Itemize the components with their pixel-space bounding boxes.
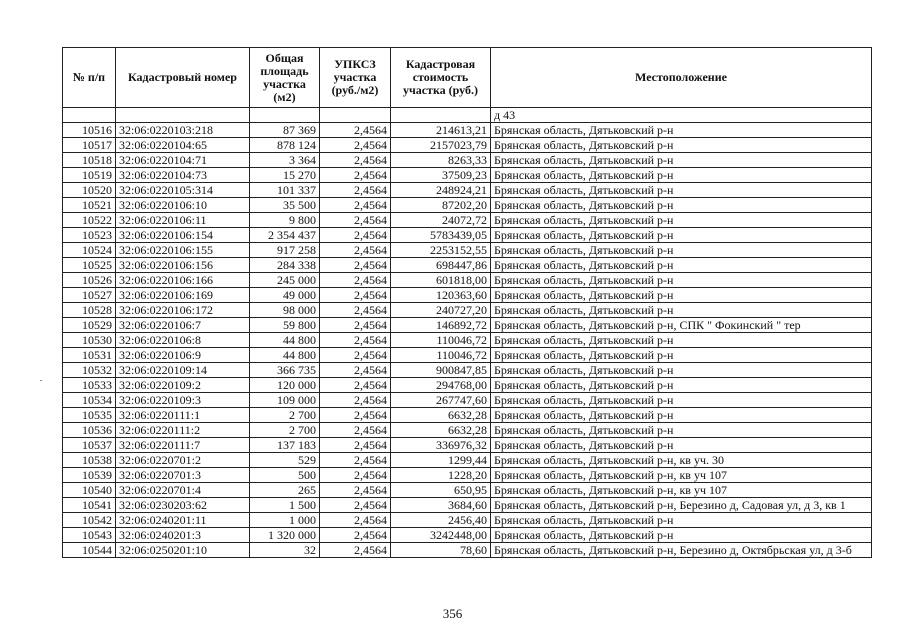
cell-upksz: 2,4564 bbox=[320, 468, 391, 483]
cell-location: Брянская область, Дятьковский р-н bbox=[491, 363, 872, 378]
cell-value: 37509,23 bbox=[391, 168, 491, 183]
cell-location: Брянская область, Дятьковский р-н bbox=[491, 243, 872, 258]
cell-num: 10538 bbox=[63, 453, 116, 468]
cell-num: 10530 bbox=[63, 333, 116, 348]
cell-value: 110046,72 bbox=[391, 333, 491, 348]
cell-area: 245 000 bbox=[250, 273, 320, 288]
cell-cadastral bbox=[116, 108, 250, 123]
header-cadastral-number: Кадастровый номер bbox=[116, 48, 250, 108]
table-row bbox=[63, 453, 872, 468]
cell-upksz bbox=[320, 108, 391, 123]
cell-cadastral: 32:06:0220111:1 bbox=[116, 408, 250, 423]
cell-area: 98 000 bbox=[250, 303, 320, 318]
header-row bbox=[63, 48, 872, 108]
cell-area bbox=[250, 108, 320, 123]
cell-cadastral: 32:06:0220106:154 bbox=[116, 228, 250, 243]
cell-location: Брянская область, Дятьковский р-н bbox=[491, 438, 872, 453]
cell-value: 900847,85 bbox=[391, 363, 491, 378]
cell-location: Брянская область, Дятьковский р-н, Березино д, Октябрьская ул, д 3-б bbox=[491, 543, 872, 558]
cell-location: Брянская область, Дятьковский р-н bbox=[491, 153, 872, 168]
cell-value: 3242448,00 bbox=[391, 528, 491, 543]
cell-location: Брянская область, Дятьковский р-н bbox=[491, 273, 872, 288]
table-row bbox=[63, 213, 872, 228]
table-row bbox=[63, 258, 872, 273]
cell-area: 87 369 bbox=[250, 123, 320, 138]
cell-upksz: 2,4564 bbox=[320, 543, 391, 558]
cell-num: 10527 bbox=[63, 288, 116, 303]
cell-area: 49 000 bbox=[250, 288, 320, 303]
table-row bbox=[63, 138, 872, 153]
cell-area: 15 270 bbox=[250, 168, 320, 183]
cell-num: 10520 bbox=[63, 183, 116, 198]
cell-location: Брянская область, Дятьковский р-н bbox=[491, 198, 872, 213]
table-row bbox=[63, 288, 872, 303]
cell-cadastral: 32:06:0220103:218 bbox=[116, 123, 250, 138]
cell-area: 59 800 bbox=[250, 318, 320, 333]
cell-cadastral: 32:06:0220109:2 bbox=[116, 378, 250, 393]
cell-location: Брянская область, Дятьковский р-н bbox=[491, 513, 872, 528]
cell-value: 8263,33 bbox=[391, 153, 491, 168]
cell-area: 366 735 bbox=[250, 363, 320, 378]
cell-num bbox=[63, 108, 116, 123]
table-row bbox=[63, 123, 872, 138]
cell-upksz: 2,4564 bbox=[320, 273, 391, 288]
cell-cadastral: 32:06:0220109:14 bbox=[116, 363, 250, 378]
table-row bbox=[63, 273, 872, 288]
table-row bbox=[63, 348, 872, 363]
table-row bbox=[63, 408, 872, 423]
cell-area: 109 000 bbox=[250, 393, 320, 408]
cell-location: Брянская область, Дятьковский р-н bbox=[491, 228, 872, 243]
cell-value: 2253152,55 bbox=[391, 243, 491, 258]
cell-location: Брянская область, Дятьковский р-н bbox=[491, 423, 872, 438]
header-num: № п/п bbox=[63, 48, 116, 108]
cell-value: 336976,32 bbox=[391, 438, 491, 453]
cell-num: 10529 bbox=[63, 318, 116, 333]
cell-num: 10523 bbox=[63, 228, 116, 243]
cell-cadastral: 32:06:0220701:3 bbox=[116, 468, 250, 483]
cell-upksz: 2,4564 bbox=[320, 258, 391, 273]
cell-value: 6632,28 bbox=[391, 408, 491, 423]
table-row bbox=[63, 483, 872, 498]
cell-value: 2456,40 bbox=[391, 513, 491, 528]
cell-num: 10528 bbox=[63, 303, 116, 318]
cell-area: 529 bbox=[250, 453, 320, 468]
cell-upksz: 2,4564 bbox=[320, 483, 391, 498]
cell-value: 5783439,05 bbox=[391, 228, 491, 243]
cell-location: Брянская область, Дятьковский р-н, СПК " Фокинский " тер bbox=[491, 318, 872, 333]
cell-value: 110046,72 bbox=[391, 348, 491, 363]
cell-value: 78,60 bbox=[391, 543, 491, 558]
cell-cadastral: 32:06:0220106:10 bbox=[116, 198, 250, 213]
cell-location: Брянская область, Дятьковский р-н bbox=[491, 303, 872, 318]
cell-cadastral: 32:06:0220109:3 bbox=[116, 393, 250, 408]
cell-num: 10524 bbox=[63, 243, 116, 258]
cell-upksz: 2,4564 bbox=[320, 168, 391, 183]
margin-mark bbox=[40, 380, 42, 381]
cell-upksz: 2,4564 bbox=[320, 453, 391, 468]
cell-cadastral: 32:06:0220701:2 bbox=[116, 453, 250, 468]
cell-cadastral: 32:06:0220106:11 bbox=[116, 213, 250, 228]
cell-value: 146892,72 bbox=[391, 318, 491, 333]
continuation-row bbox=[63, 108, 872, 123]
cell-value: 601818,00 bbox=[391, 273, 491, 288]
table-row bbox=[63, 438, 872, 453]
cell-value: 2157023,79 bbox=[391, 138, 491, 153]
cell-location: Брянская область, Дятьковский р-н bbox=[491, 333, 872, 348]
cell-value: 87202,20 bbox=[391, 198, 491, 213]
cell-upksz: 2,4564 bbox=[320, 243, 391, 258]
cell-area: 35 500 bbox=[250, 198, 320, 213]
cell-location: Брянская область, Дятьковский р-н, кв уч. 30 bbox=[491, 453, 872, 468]
cell-location: Брянская область, Дятьковский р-н bbox=[491, 348, 872, 363]
cell-num: 10544 bbox=[63, 543, 116, 558]
cell-num: 10540 bbox=[63, 483, 116, 498]
cell-value: 267747,60 bbox=[391, 393, 491, 408]
cell-cadastral: 32:06:0220106:172 bbox=[116, 303, 250, 318]
cell-location: Брянская область, Дятьковский р-н bbox=[491, 408, 872, 423]
cell-value bbox=[391, 108, 491, 123]
cell-area: 1 000 bbox=[250, 513, 320, 528]
cell-cadastral: 32:06:0220111:2 bbox=[116, 423, 250, 438]
table-row bbox=[63, 468, 872, 483]
cell-value: 120363,60 bbox=[391, 288, 491, 303]
cell-upksz: 2,4564 bbox=[320, 318, 391, 333]
cell-value: 6632,28 bbox=[391, 423, 491, 438]
cell-location: Брянская область, Дятьковский р-н bbox=[491, 288, 872, 303]
cell-location: Брянская область, Дятьковский р-н, Березино д, Садовая ул, д 3, кв 1 bbox=[491, 498, 872, 513]
table-row bbox=[63, 363, 872, 378]
cell-upksz: 2,4564 bbox=[320, 438, 391, 453]
cell-area: 120 000 bbox=[250, 378, 320, 393]
cell-upksz: 2,4564 bbox=[320, 408, 391, 423]
cell-area: 44 800 bbox=[250, 348, 320, 363]
table-row bbox=[63, 318, 872, 333]
header-cadastral-value: Кадастровая стоимость участка (руб.) bbox=[391, 48, 491, 108]
cell-area: 917 258 bbox=[250, 243, 320, 258]
cadastral-value-table bbox=[62, 47, 872, 558]
cell-upksz: 2,4564 bbox=[320, 198, 391, 213]
cell-area: 2 354 437 bbox=[250, 228, 320, 243]
cell-cadastral: 32:06:0220106:156 bbox=[116, 258, 250, 273]
cell-location: Брянская область, Дятьковский р-н bbox=[491, 528, 872, 543]
cell-cadastral: 32:06:0240201:11 bbox=[116, 513, 250, 528]
cell-area: 3 364 bbox=[250, 153, 320, 168]
cell-upksz: 2,4564 bbox=[320, 228, 391, 243]
cell-cadastral: 32:06:0220104:71 bbox=[116, 153, 250, 168]
cell-num: 10516 bbox=[63, 123, 116, 138]
cell-value: 698447,86 bbox=[391, 258, 491, 273]
cell-area: 1 320 000 bbox=[250, 528, 320, 543]
cell-location: Брянская область, Дятьковский р-н bbox=[491, 123, 872, 138]
table-row bbox=[63, 528, 872, 543]
cell-area: 44 800 bbox=[250, 333, 320, 348]
cell-upksz: 2,4564 bbox=[320, 153, 391, 168]
cell-upksz: 2,4564 bbox=[320, 213, 391, 228]
cell-upksz: 2,4564 bbox=[320, 348, 391, 363]
cell-value: 3684,60 bbox=[391, 498, 491, 513]
cell-location: Брянская область, Дятьковский р-н, кв уч 107 bbox=[491, 483, 872, 498]
cell-cadastral: 32:06:0220106:9 bbox=[116, 348, 250, 363]
table-row bbox=[63, 243, 872, 258]
table-row bbox=[63, 513, 872, 528]
cell-value: 1299,44 bbox=[391, 453, 491, 468]
cell-location: Брянская область, Дятьковский р-н bbox=[491, 138, 872, 153]
cell-area: 101 337 bbox=[250, 183, 320, 198]
header-location: Местоположение bbox=[491, 48, 872, 108]
cell-upksz: 2,4564 bbox=[320, 363, 391, 378]
table-row bbox=[63, 168, 872, 183]
cell-area: 137 183 bbox=[250, 438, 320, 453]
cell-num: 10522 bbox=[63, 213, 116, 228]
table-row bbox=[63, 378, 872, 393]
cell-value: 650,95 bbox=[391, 483, 491, 498]
cell-upksz: 2,4564 bbox=[320, 393, 391, 408]
cell-num: 10541 bbox=[63, 498, 116, 513]
table-row bbox=[63, 423, 872, 438]
cell-upksz: 2,4564 bbox=[320, 528, 391, 543]
cell-num: 10543 bbox=[63, 528, 116, 543]
cell-num: 10526 bbox=[63, 273, 116, 288]
cell-upksz: 2,4564 bbox=[320, 123, 391, 138]
cell-upksz: 2,4564 bbox=[320, 378, 391, 393]
cell-area: 500 bbox=[250, 468, 320, 483]
cell-cadastral: 32:06:0220106:8 bbox=[116, 333, 250, 348]
cell-cadastral: 32:06:0240201:3 bbox=[116, 528, 250, 543]
cell-num: 10521 bbox=[63, 198, 116, 213]
cell-cadastral: 32:06:0220701:4 bbox=[116, 483, 250, 498]
cell-cadastral: 32:06:0220104:73 bbox=[116, 168, 250, 183]
cell-upksz: 2,4564 bbox=[320, 183, 391, 198]
cell-upksz: 2,4564 bbox=[320, 498, 391, 513]
cell-value: 294768,00 bbox=[391, 378, 491, 393]
cell-cadastral: 32:06:0220106:155 bbox=[116, 243, 250, 258]
table-row bbox=[63, 393, 872, 408]
cell-location: д 43 bbox=[491, 108, 872, 123]
table-row bbox=[63, 228, 872, 243]
cell-value: 240727,20 bbox=[391, 303, 491, 318]
cell-num: 10533 bbox=[63, 378, 116, 393]
cell-num: 10537 bbox=[63, 438, 116, 453]
cell-area: 32 bbox=[250, 543, 320, 558]
cell-cadastral: 32:06:0220111:7 bbox=[116, 438, 250, 453]
cell-location: Брянская область, Дятьковский р-н bbox=[491, 378, 872, 393]
header-area: Общая площадь участка (м2) bbox=[250, 48, 320, 108]
cell-value: 214613,21 bbox=[391, 123, 491, 138]
cell-upksz: 2,4564 bbox=[320, 288, 391, 303]
cell-num: 10525 bbox=[63, 258, 116, 273]
cell-upksz: 2,4564 bbox=[320, 513, 391, 528]
cell-num: 10532 bbox=[63, 363, 116, 378]
cell-value: 24072,72 bbox=[391, 213, 491, 228]
cell-location: Брянская область, Дятьковский р-н bbox=[491, 213, 872, 228]
cell-cadastral: 32:06:0220105:314 bbox=[116, 183, 250, 198]
cell-num: 10517 bbox=[63, 138, 116, 153]
cell-num: 10519 bbox=[63, 168, 116, 183]
cell-upksz: 2,4564 bbox=[320, 138, 391, 153]
cell-location: Брянская область, Дятьковский р-н, кв уч 107 bbox=[491, 468, 872, 483]
cell-num: 10539 bbox=[63, 468, 116, 483]
table-row bbox=[63, 183, 872, 198]
table-row bbox=[63, 543, 872, 558]
table-row bbox=[63, 153, 872, 168]
cell-upksz: 2,4564 bbox=[320, 423, 391, 438]
cell-location: Брянская область, Дятьковский р-н bbox=[491, 393, 872, 408]
table-row bbox=[63, 198, 872, 213]
cell-cadastral: 32:06:0220106:169 bbox=[116, 288, 250, 303]
cell-value: 1228,20 bbox=[391, 468, 491, 483]
cell-area: 2 700 bbox=[250, 408, 320, 423]
cell-cadastral: 32:06:0230203:62 bbox=[116, 498, 250, 513]
cell-upksz: 2,4564 bbox=[320, 333, 391, 348]
table-row bbox=[63, 498, 872, 513]
cell-area: 2 700 bbox=[250, 423, 320, 438]
cell-location: Брянская область, Дятьковский р-н bbox=[491, 258, 872, 273]
cell-area: 1 500 bbox=[250, 498, 320, 513]
cell-area: 9 800 bbox=[250, 213, 320, 228]
cell-cadastral: 32:06:0220104:65 bbox=[116, 138, 250, 153]
page-number: 356 bbox=[442, 606, 463, 621]
cell-num: 10535 bbox=[63, 408, 116, 423]
cell-cadastral: 32:06:0220106:166 bbox=[116, 273, 250, 288]
cell-value: 248924,21 bbox=[391, 183, 491, 198]
table-row bbox=[63, 303, 872, 318]
cell-num: 10531 bbox=[63, 348, 116, 363]
cell-area: 265 bbox=[250, 483, 320, 498]
cell-num: 10518 bbox=[63, 153, 116, 168]
header-upksz: УПКСЗ участка (руб./м2) bbox=[320, 48, 391, 108]
cell-cadastral: 32:06:0250201:10 bbox=[116, 543, 250, 558]
cell-num: 10536 bbox=[63, 423, 116, 438]
cell-location: Брянская область, Дятьковский р-н bbox=[491, 168, 872, 183]
cell-upksz: 2,4564 bbox=[320, 303, 391, 318]
cell-num: 10542 bbox=[63, 513, 116, 528]
cell-num: 10534 bbox=[63, 393, 116, 408]
cell-area: 284 338 bbox=[250, 258, 320, 273]
table-row bbox=[63, 333, 872, 348]
cell-location: Брянская область, Дятьковский р-н bbox=[491, 183, 872, 198]
cell-cadastral: 32:06:0220106:7 bbox=[116, 318, 250, 333]
cell-area: 878 124 bbox=[250, 138, 320, 153]
